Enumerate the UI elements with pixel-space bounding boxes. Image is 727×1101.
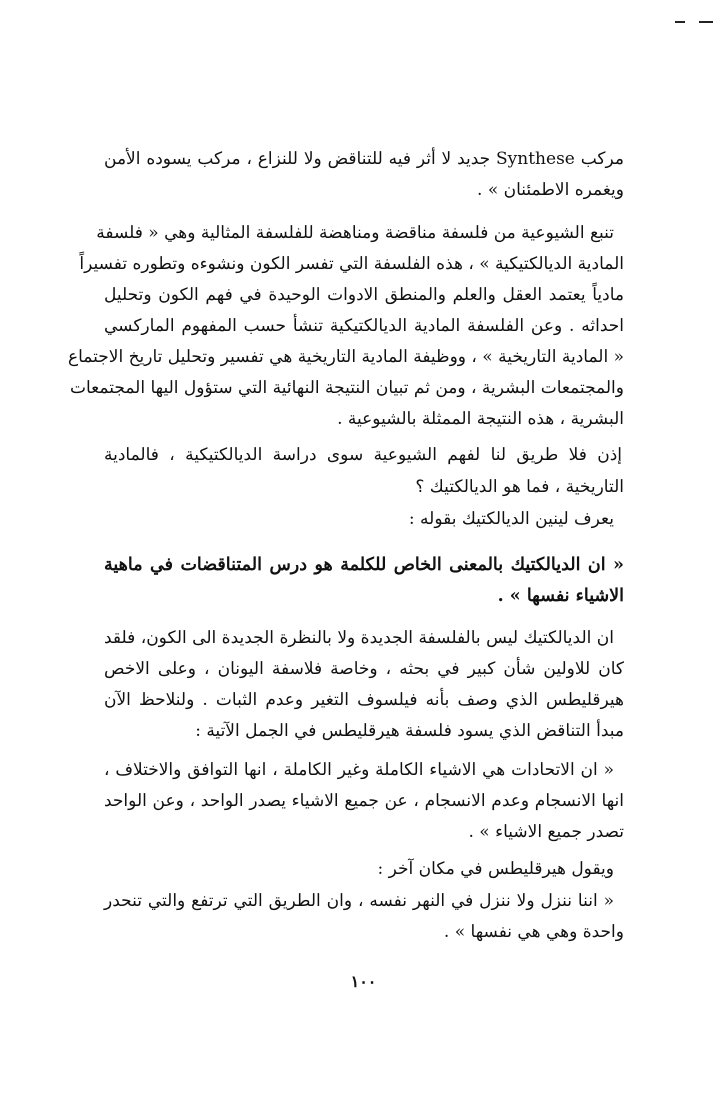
text-line: ان الديالكتيك ليس بالفلسفة الجديدة ولا بالنظرة الجديدة الى الكون، فلقد	[104, 628, 614, 648]
text-line: البشرية ، هذه النتيجة الممثلة بالشيوعية .	[337, 409, 624, 429]
text-line: كان للاولين شأن كبير في بحثه ، وخاصة فلاسفة اليونان ، وعلى الاخص	[104, 659, 624, 679]
text-line: التاريخية ، فما هو الديالكتيك ؟	[415, 477, 624, 497]
text-line: ويقول هيرقليطس في مكان آخر :	[377, 859, 614, 879]
text-line: إذن فلا طريق لنا لفهم الشيوعية سوى دراسة الديالكتيكية ، فالمادية	[104, 445, 622, 465]
text-line: « ان الاتحادات هي الاشياء الكاملة وغير الكاملة ، انها التوافق والاختلاف ،	[104, 760, 614, 780]
text-line: تنبع الشيوعية من فلسفة مناقضة ومناهضة للفلسفة المثالية وهي « فلسفة	[96, 223, 614, 243]
text-line: يعرف لينين الديالكتيك بقوله :	[408, 509, 614, 529]
quote-line: الاشياء نفسها » .	[497, 586, 624, 606]
text-line: مبدأ التناقض الذي يسود فلسفة هيرقليطس في الجمل الآتية :	[195, 721, 624, 741]
text-line: مادياً يعتمد العقل والعلم والمنطق الادوات الوحيدة في فهم الكون وتحليل	[104, 285, 624, 305]
page-number: ١٠٠	[350, 972, 377, 991]
text-line: « اننا ننزل ولا ننزل في النهر نفسه ، وان الطريق التي ترتفع والتي تنحدر	[104, 891, 614, 911]
text-line: والمجتمعات البشرية ، ومن ثم تبيان النتيجة النهائية التي ستؤول اليها المجتمعات	[70, 378, 624, 398]
text-line: المادية الديالكتيكية » ، هذه الفلسفة التي تفسر الكون ونشوءه وتطوره تفسيراً	[79, 254, 624, 274]
text-line: واحدة وهي هي نفسها » .	[443, 922, 624, 942]
text-line: احداثه . وعن الفلسفة المادية الديالكتيكية تنشأ حسب المفهوم الماركسي	[104, 316, 624, 336]
text-line: ويغمره الاطمئنان » .	[477, 180, 624, 200]
text-line: هيرقليطس الذي وصف بأنه فيلسوف التغير وعدم الثبات . ولنلاحظ الآن	[104, 690, 624, 710]
text-line: « المادية التاريخية » ، ووظيفة المادية التاريخية هي تفسير وتحليل تاريخ الاجتماع	[67, 347, 624, 367]
text-line: مركب Synthese جديد لا أثر فيه للتناقض ولا للنزاع ، مركب يسوده الأمن	[104, 149, 624, 169]
quote-line: « ان الديالكتيك بالمعنى الخاص للكلمة هو درس المتناقضات في ماهية	[104, 555, 624, 575]
text-line: تصدر جميع الاشياء » .	[468, 822, 624, 842]
text-line: انها الانسجام وعدم الانسجام ، عن جميع الاشياء يصدر الواحد ، وعن الواحد	[104, 791, 624, 811]
corner-mark	[667, 17, 713, 27]
